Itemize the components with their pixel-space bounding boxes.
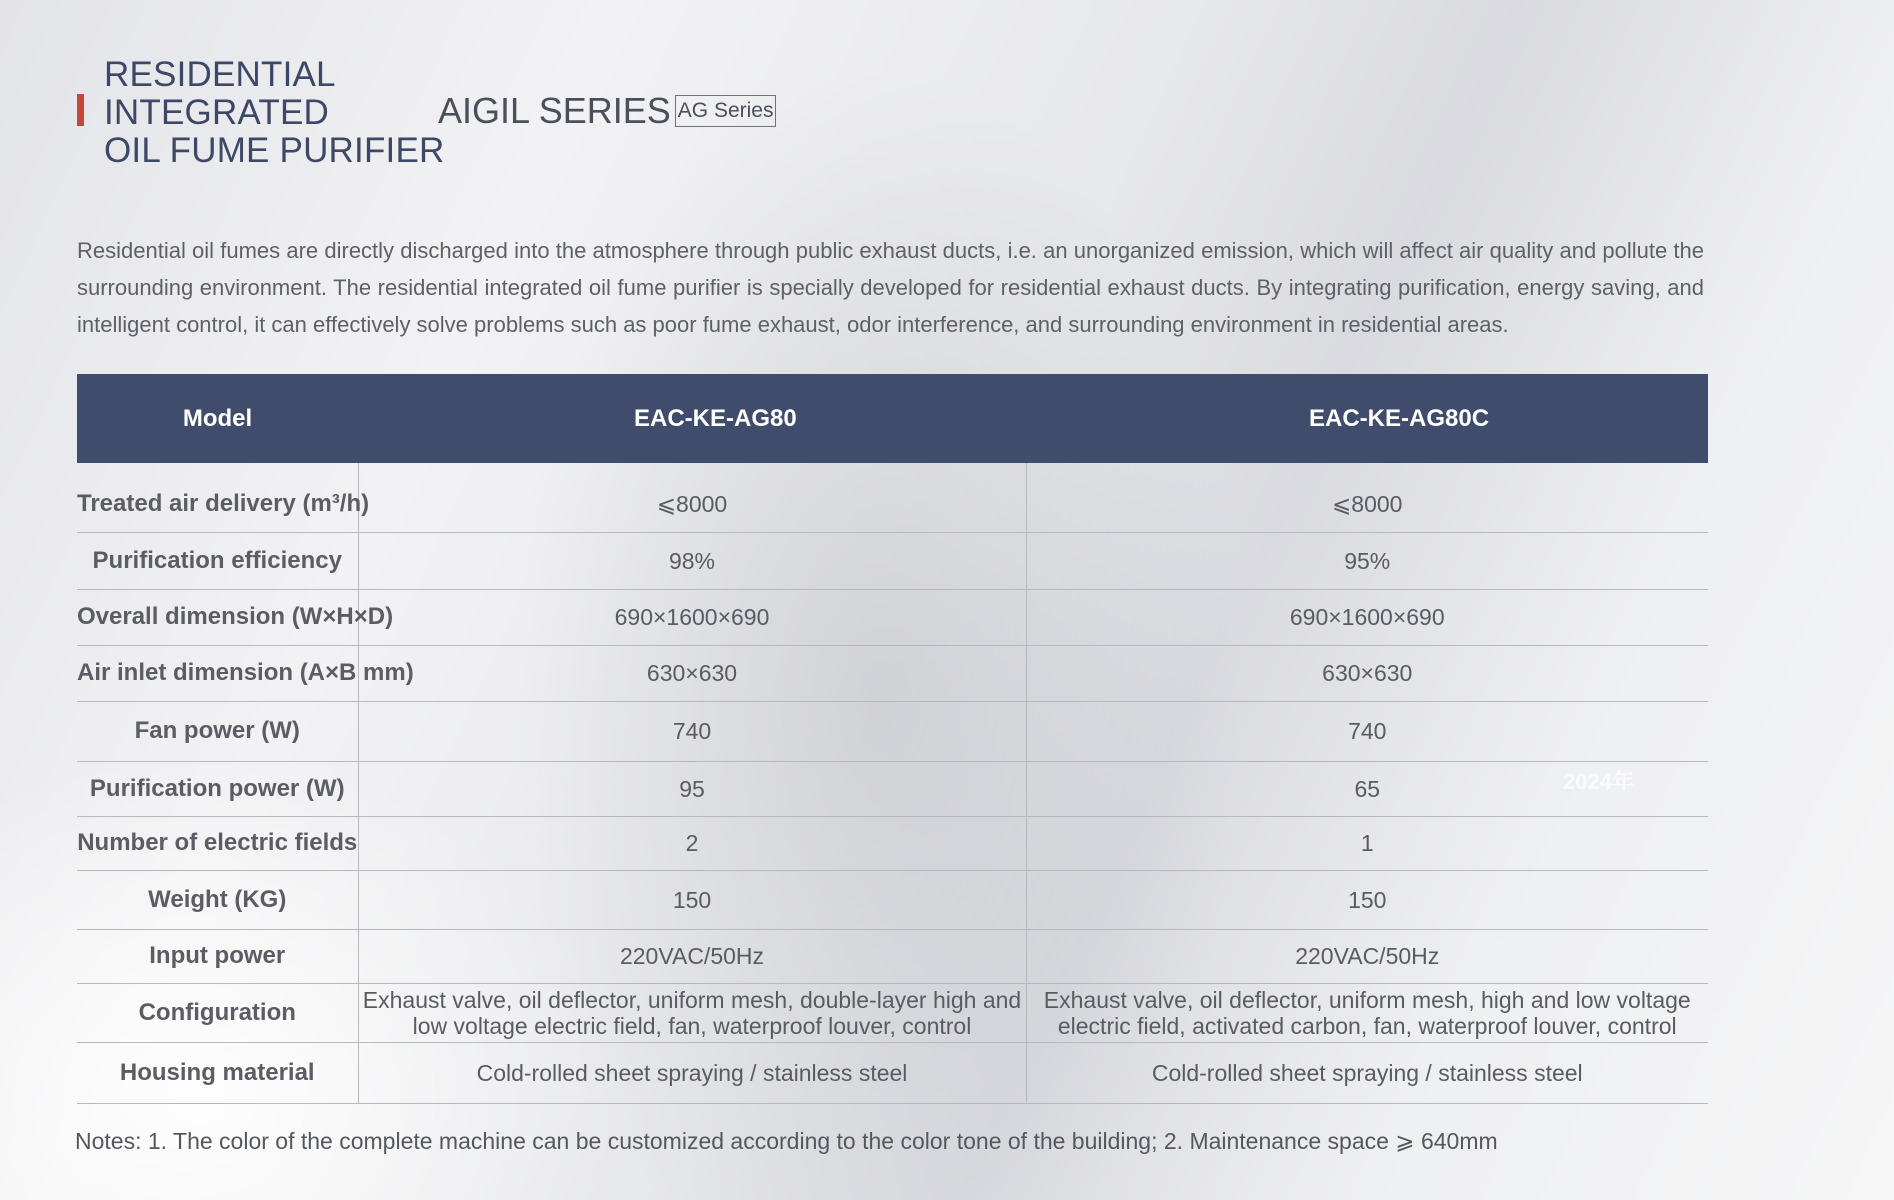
table-gap-row: [77, 463, 1708, 477]
row-label: Air inlet dimension (A×B mm): [77, 645, 358, 701]
cell-ag80: 150: [358, 870, 1026, 929]
cell-ag80: ⩽8000: [358, 477, 1026, 532]
table-row: [77, 645, 1708, 701]
title-accent-bar: [77, 94, 84, 126]
series-badge: AG Series: [675, 95, 777, 127]
cell-ag80c: 95%: [1026, 532, 1708, 589]
spec-table: [77, 374, 1708, 1104]
table-row: [77, 701, 1708, 761]
cell-ag80c: 690×1600×690: [1026, 589, 1708, 645]
series-name: AIGIL SERIES: [438, 90, 671, 131]
cell-ag80: Cold-rolled sheet spraying / stainless steel: [358, 1042, 1026, 1103]
row-label: Housing material: [77, 1042, 358, 1103]
notes-text: Notes: 1. The color of the complete machine can be customized according to the color tone of the building; 2. Maintenance space ⩾ 640mm: [75, 1128, 1498, 1154]
table-row: [77, 589, 1708, 645]
cell-ag80c: ⩽8000: [1026, 477, 1708, 532]
cell-ag80: 95: [358, 761, 1026, 816]
column-header-ag80c: EAC-KE-AG80C: [1026, 374, 1708, 463]
title-line-1: RESIDENTIAL: [104, 55, 336, 94]
cell-ag80c: 150: [1026, 870, 1708, 929]
table-row: [77, 477, 1708, 532]
intro-paragraph: Residential oil fumes are directly discharged into the atmosphere through public exhaust ducts, i.e. an unorganized emission, which will affect air quality and pollute the surrounding environment. The residential integrated oil fume purifier is specially developed for residential exhaust ducts. By integrating purification, energy saving, and intelligent control, it can effectively solve problems such as poor fume exhaust, odor interference, and surrounding environment in residential areas.: [77, 238, 1704, 337]
table-row: [77, 816, 1708, 870]
title-line-2: INTEGRATED: [104, 93, 329, 132]
cell-ag80c: 630×630: [1026, 645, 1708, 701]
table-header-row: [77, 374, 1708, 463]
table-row: [77, 983, 1708, 1042]
cell-ag80c: 1: [1026, 816, 1708, 870]
row-label: Purification efficiency: [77, 532, 358, 589]
cell-ag80: 98%: [358, 532, 1026, 589]
table-row: [77, 870, 1708, 929]
page-title: [104, 56, 444, 170]
cell-ag80c: Exhaust valve, oil deflector, uniform mesh, high and low voltage electric field, activated carbon, fan, waterproof louver, control: [1026, 983, 1708, 1042]
cell-ag80: 220VAC/50Hz: [358, 929, 1026, 983]
cell-ag80: 740: [358, 701, 1026, 761]
table-row: [77, 1042, 1708, 1103]
row-label: Weight (KG): [77, 870, 358, 929]
cell-ag80: 690×1600×690: [358, 589, 1026, 645]
cell-ag80: Exhaust valve, oil deflector, uniform mesh, double-layer high and low voltage electric field, fan, waterproof louver, control: [358, 983, 1026, 1042]
column-header-model: Model: [77, 374, 358, 463]
row-label: Configuration: [77, 983, 358, 1042]
table-row: [77, 761, 1708, 816]
cell-ag80c: Cold-rolled sheet spraying / stainless steel: [1026, 1042, 1708, 1103]
cell-ag80c: 65: [1026, 761, 1708, 816]
series-heading: [438, 90, 776, 132]
cell-ag80: 630×630: [358, 645, 1026, 701]
row-label: Number of electric fields: [77, 816, 358, 870]
cell-ag80c: 220VAC/50Hz: [1026, 929, 1708, 983]
column-header-ag80: EAC-KE-AG80: [358, 374, 1026, 463]
row-label: Purification power (W): [77, 761, 358, 816]
row-label: Overall dimension (W×H×D): [77, 589, 358, 645]
row-label: Treated air delivery (m³/h): [77, 477, 358, 532]
title-line-3: OIL FUME PURIFIER: [104, 131, 445, 170]
watermark-text: 2024年: [1563, 769, 1634, 794]
cell-ag80c: 740: [1026, 701, 1708, 761]
table-row: [77, 929, 1708, 983]
row-label: Fan power (W): [77, 701, 358, 761]
cell-ag80: 2: [358, 816, 1026, 870]
row-label: Input power: [77, 929, 358, 983]
table-row: [77, 532, 1708, 589]
